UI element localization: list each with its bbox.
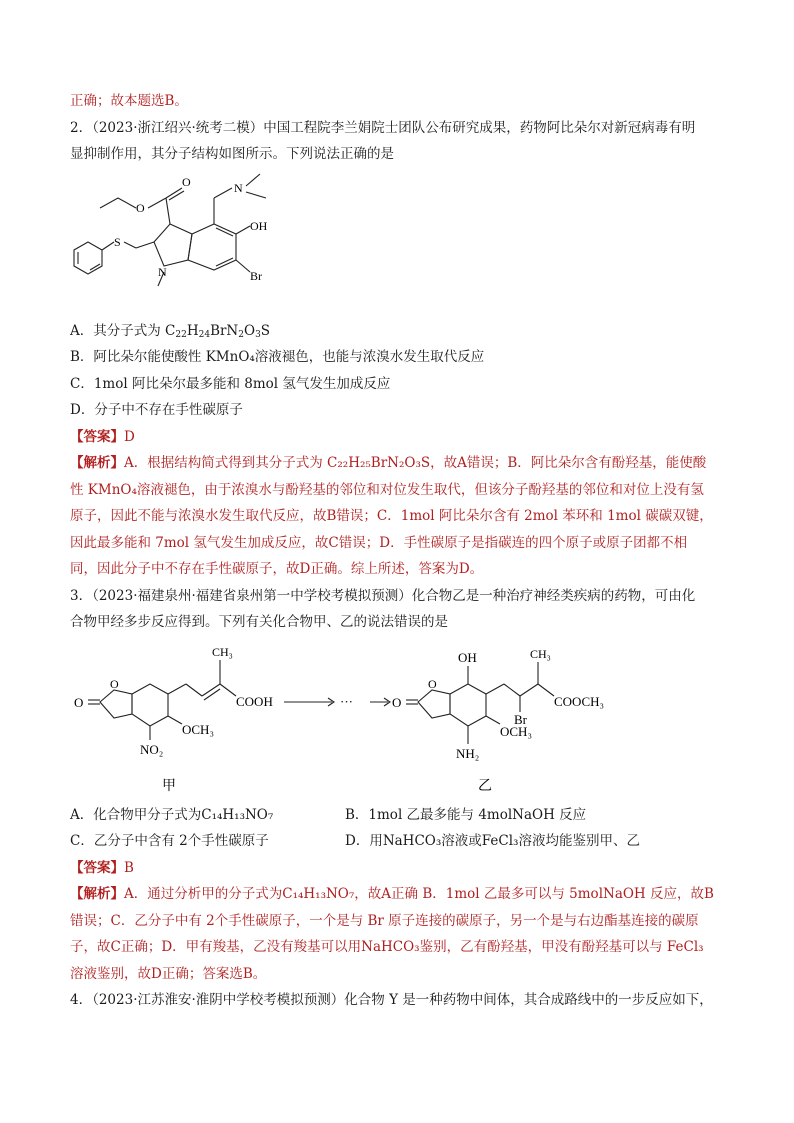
label-yi: 乙 xyxy=(478,778,492,794)
q3-stem-line1: 3．（2023·福建泉州·福建省泉州第一中学校考模拟预测）化合物乙是一种治疗神经类疾病的药物，可由化 xyxy=(70,587,696,604)
q4-stem-line1: 4．（2023·江苏淮安·淮阴中学校考模拟预测）化合物 Y 是一种药物中间体，其合成路线中的一步反应如下， xyxy=(70,992,713,1008)
arbidol-s-label: S xyxy=(114,234,121,249)
label-jia: 甲 xyxy=(162,778,176,794)
q2-stem-line1: 2．（2023·浙江绍兴·统考二模）中国工程院李兰娟院士团队公布研究成果，药物阿比朵尔对新冠病毒有明 xyxy=(70,119,696,136)
document-page xyxy=(70,88,724,1014)
reaction-dots: ··· xyxy=(340,693,353,709)
yi-ch3-label: CH₃ xyxy=(530,646,551,661)
q1-tail: 正确；故本题选B。 xyxy=(70,93,188,109)
arbidol-oh-label: OH xyxy=(250,218,268,233)
q3-option-b: B．1mol 乙最多能与 4molNaOH 反应 xyxy=(345,806,587,823)
yi-o-carbonyl-label: O xyxy=(392,694,402,710)
jia-cooh-label: COOH xyxy=(236,693,273,709)
reaction-diagram xyxy=(70,636,724,802)
q3-answer: 【答案】B xyxy=(70,859,134,876)
yi-o-ring-label: O xyxy=(428,676,437,691)
arbidol-br-label: Br xyxy=(250,268,262,283)
jia-no2-label: NO₂ xyxy=(140,741,164,757)
q2-option-d: D．分子中不存在手性碳原子 xyxy=(70,402,243,418)
arbidol-o-carbonyl-label: O xyxy=(182,174,191,189)
q3-options-row1 xyxy=(70,802,724,829)
q2-analysis-line3: 原子，因此不能与浓溴水发生取代反应，故B错误；C．1mol 阿比朵尔含有 2mol 苯环和 1mol 碳碳双键， xyxy=(70,508,713,524)
q2-analysis-line1: 【解析】A．根据结构简式得到其分子式为 C₂₂H₂₅BrN₂O₃S，故A错误；B．阿比朵尔含有酚羟基，能使酸 xyxy=(70,455,707,471)
q3-option-a: A．化合物甲分子式为C₁₄H₁₃NO₇ xyxy=(70,806,274,823)
jia-och3-label: OCH₃ xyxy=(182,721,214,737)
yi-oh-label: OH xyxy=(458,649,477,665)
arbidol-diagram xyxy=(70,168,370,318)
q3-option-d: D．用NaHCO₃溶液或FeCl₃溶液均能鉴别甲、乙 xyxy=(345,833,640,849)
jia-o-carbonyl-label: O xyxy=(74,694,84,710)
yi-br-label: Br xyxy=(514,711,527,727)
q3-analysis-line2: 错误；C．乙分子中有 2个手性碳原子，一个是与 Br 原子连接的碳原子，另一个是与右边酯基连接的碳原 xyxy=(70,912,699,929)
q2-analysis-line5: 同，因此分子中不存在手性碳原子，故D正确。综上所述，答案为D。 xyxy=(70,561,484,577)
q3-option-c: C．乙分子中含有 2个手性碳原子 xyxy=(70,833,269,849)
q2-option-c: C．1mol 阿比朵尔最多能和 8mol 氢气发生加成反应 xyxy=(70,375,391,392)
q2-analysis-line4: 因此最多能和 7mol 氢气发生加成反应，故C错误；D．手性碳原子是指碳连的四个原子或原子团都不相 xyxy=(70,534,688,551)
q3-analysis-line3: 子，故C正确；D．甲有羧基，乙没有羧基可以用NaHCO₃鉴别，乙有酚羟基，甲没有酚羟基可以与 FeCl₃ xyxy=(70,939,704,955)
jia-ch3-label: CH₃ xyxy=(212,644,233,659)
q3-reaction-scheme xyxy=(70,636,724,802)
q2-option-b: B．阿比朵尔能使酸性 KMnO₄溶液褪色，也能与浓溴水发生取代反应 xyxy=(70,349,485,365)
jia-o-ring-label: O xyxy=(110,676,119,691)
q2-structure-arbidol xyxy=(70,168,724,318)
q2-stem-line2: 显抑制作用，其分子结构如图所示。下列说法正确的是 xyxy=(70,146,394,162)
q3-stem-line2: 合物甲经多步反应得到。下列有关化合物甲、乙的说法错误的是 xyxy=(70,614,448,630)
q2-analysis-line2: 性 KMnO₄溶液褪色，由于浓溴水与酚羟基的邻位和对位发生取代，但该分子酚羟基的邻位和对位上没有氢 xyxy=(70,481,704,498)
arbidol-o-label: O xyxy=(136,200,145,215)
q2-answer: 【答案】D xyxy=(70,428,135,445)
yi-nh2-label: NH₂ xyxy=(456,745,480,761)
arbidol-n-dimethyl-label: N xyxy=(234,180,243,195)
arbidol-n-ring-label: N xyxy=(158,264,167,279)
q3-options-row2 xyxy=(70,828,724,855)
yi-cooch3-label: COOCH₃ xyxy=(554,693,605,709)
q3-analysis-line1: 【解析】A．通过分析甲的分子式为C₁₄H₁₃NO₇，故A正确 B．1mol 乙最多可以与 5molNaOH 反应，故B xyxy=(70,886,714,902)
q2-option-a: A．其分子式为 $C_{22}H_{24}BrN_2O_3S$ xyxy=(70,322,271,340)
yi-och3-label: OCH₃ xyxy=(500,723,532,739)
q3-analysis-line4: 溶液鉴别，故D正确；答案选B。 xyxy=(70,965,267,982)
